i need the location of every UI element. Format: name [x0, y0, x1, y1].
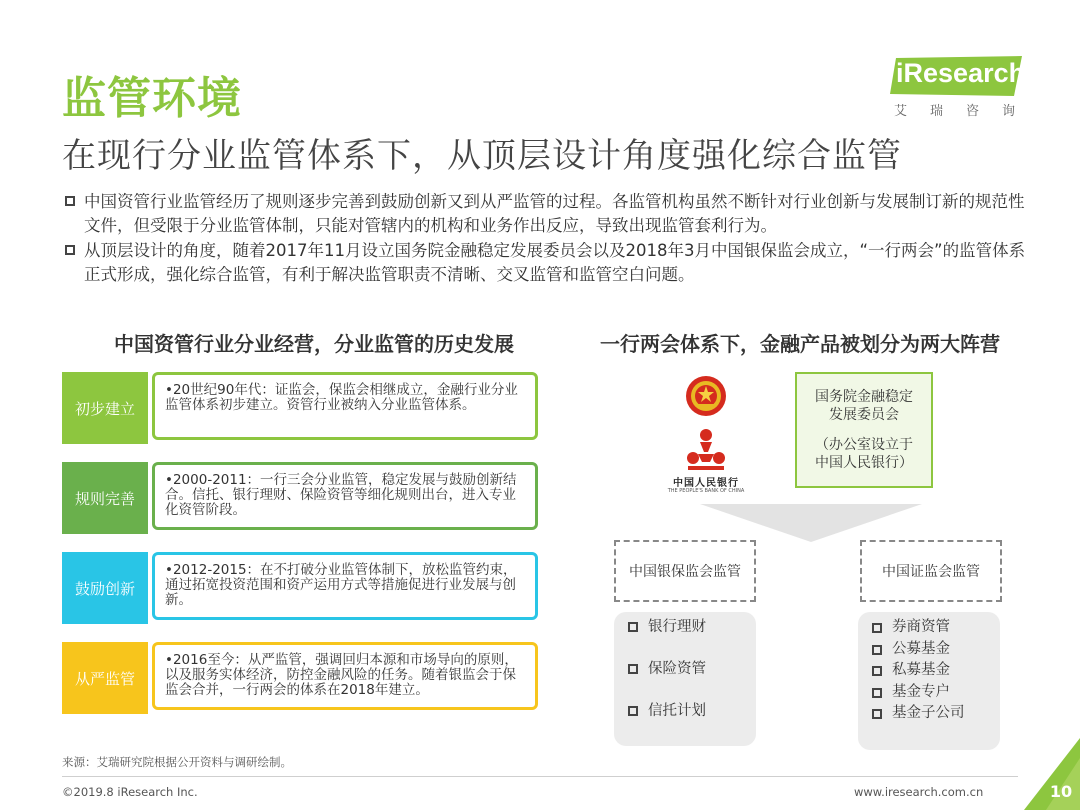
- intro-bullets: [64, 190, 1030, 288]
- csrc-product-list: [858, 612, 1000, 750]
- page-subtitle: 在现行分业监管体系下，从顶层设计角度强化综合监管: [62, 136, 902, 176]
- stage-label: 从严监管: [62, 642, 148, 714]
- cbirc-regulator-box: 中国银保监会监管: [614, 540, 756, 602]
- right-section-heading: 一行两会体系下，金融产品被划分为两大阵营: [600, 332, 1000, 356]
- copyright: ©2019.8 iResearch Inc.: [62, 785, 198, 799]
- national-emblem-icon: [684, 374, 728, 418]
- logo-chinese: 艾瑞咨询: [894, 104, 1039, 119]
- stage-description: •20世纪90年代：证监会，保监会相继成立，金融行业分业监管体系初步建立。资管行业被纳入分业监管体系。: [152, 372, 538, 440]
- square-bullet-icon: [872, 666, 882, 676]
- cbirc-product-list: [614, 612, 756, 746]
- square-bullet-icon: [872, 709, 882, 719]
- list-item: 保险资管: [628, 659, 756, 701]
- list-item: 信托计划: [628, 701, 756, 743]
- pboc-emblem-icon: [684, 428, 728, 472]
- bullet-item: 从顶层设计的角度，随着2017年11月设立国务院金融稳定发展委员会以及2018年3月中国银保监会成立，“一行两会”的监管体系正式形成，强化综合监管，有利于解决监管职责不清晰、交叉监管和监管空白问题。: [64, 239, 1030, 287]
- square-bullet-icon: [628, 622, 638, 632]
- page-title: 监管环境: [62, 73, 242, 124]
- timeline-row-establish: [62, 372, 542, 444]
- financial-stability-council-box: 国务院金融稳定 发展委员会 （办公室设立于 中国人民银行）: [795, 372, 933, 488]
- logo-wordmark: iResearch: [896, 58, 1026, 88]
- square-bullet-icon: [65, 245, 75, 255]
- timeline-row-strict: [62, 642, 542, 714]
- page-number: 10: [1049, 782, 1073, 801]
- list-item: 券商资管: [872, 617, 1000, 639]
- list-item: 银行理财: [628, 617, 756, 659]
- stage-label: 规则完善: [62, 462, 148, 534]
- footer-divider: [62, 776, 1018, 777]
- square-bullet-icon: [872, 645, 882, 655]
- left-section-heading: 中国资管行业分业经营，分业监管的历史发展: [114, 332, 514, 356]
- bullet-item: 中国资管行业监管经历了规则逐步完善到鼓励创新又到从严监管的过程。各监管机构虽然不断针对行业创新与发展制订新的规范性文件，但受限于分业监管体制，只能对管辖内的机构和业务作出反应，导致出现监管套利行为。: [64, 190, 1030, 238]
- csrc-regulator-box: 中国证监会监管: [860, 540, 1002, 602]
- source-note: 来源：艾瑞研究院根据公开资料与调研绘制。: [62, 755, 292, 769]
- square-bullet-icon: [872, 623, 882, 633]
- timeline-row-refine: [62, 462, 542, 534]
- stage-description: •2016至今：从严监管，强调回归本源和市场导向的原则，以及服务实体经济，防控金融风险的任务。随着银监会于保监会合并，一行两会的体系在2018年建立。: [152, 642, 538, 710]
- list-item: 私募基金: [872, 660, 1000, 682]
- iresearch-logo: [890, 56, 1039, 122]
- website-link[interactable]: www.iresearch.com.cn: [854, 785, 984, 799]
- down-arrow-icon: [700, 500, 922, 544]
- square-bullet-icon: [872, 688, 882, 698]
- pboc-english-name: THE PEOPLE'S BANK OF CHINA: [667, 488, 745, 494]
- stage-description: •2000-2011：一行三会分业监管，稳定发展与鼓励创新结合。信托、银行理财、保险资管等细化规则出台，进入专业化资管阶段。: [152, 462, 538, 530]
- pboc-name: 中国人民银行: [673, 478, 739, 489]
- pboc-logo: [660, 428, 752, 498]
- timeline-row-innovate: [62, 552, 542, 624]
- list-item: 公募基金: [872, 639, 1000, 661]
- stage-label: 初步建立: [62, 372, 148, 444]
- list-item: 基金专户: [872, 682, 1000, 704]
- list-item: 基金子公司: [872, 703, 1000, 725]
- square-bullet-icon: [628, 664, 638, 674]
- square-bullet-icon: [628, 706, 638, 716]
- stage-description: •2012-2015：在不打破分业监管体制下，放松监管约束，通过拓宽投资范围和资产运用方式等措施促进行业发展与创新。: [152, 552, 538, 620]
- stage-label: 鼓励创新: [62, 552, 148, 624]
- square-bullet-icon: [65, 196, 75, 206]
